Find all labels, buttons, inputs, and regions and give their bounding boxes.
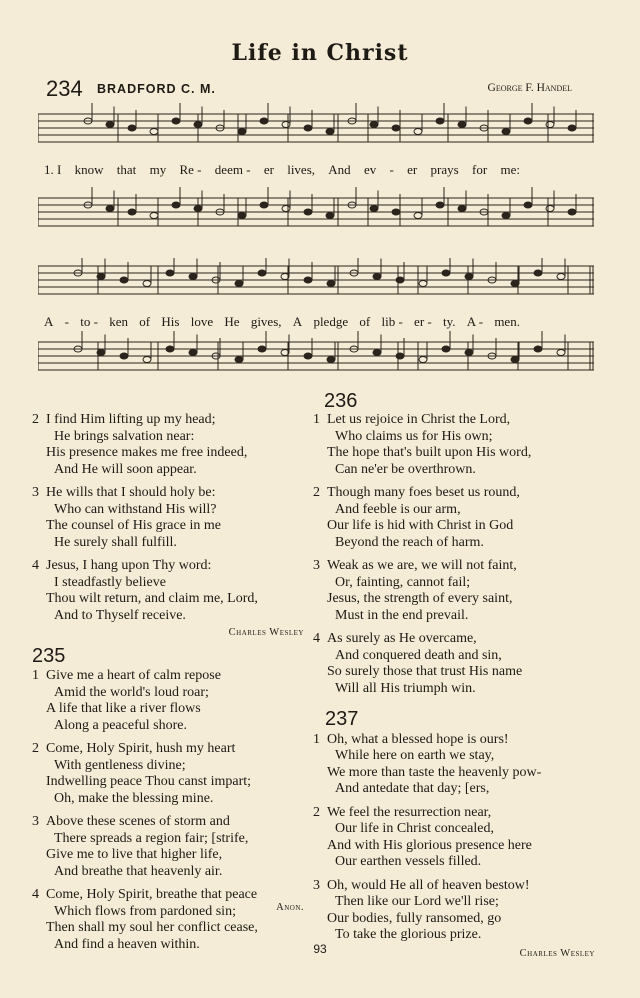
verse-text: Jesus, the strength of every saint, — [327, 591, 513, 606]
verse-text: And conquered death and sin, — [335, 647, 502, 663]
hymn-number-235: 235 — [32, 644, 66, 667]
verse-text: Indwelling peace Thou canst impart; — [46, 774, 252, 789]
lyric-syllable: - — [389, 162, 394, 177]
verse-text: There spreads a region fair; [strife, — [54, 830, 249, 846]
verse-number: 4 — [313, 631, 320, 646]
lyric-syllable: er — [407, 162, 418, 177]
verse-number: 1 — [313, 731, 320, 747]
verse-text: Will all His triumph win. — [335, 680, 476, 696]
verse-line — [32, 685, 304, 702]
verse-text: Must in the end prevail. — [335, 607, 469, 623]
notes — [74, 258, 565, 363]
lyric-syllable: His — [161, 314, 180, 329]
lyric-syllable: know — [74, 162, 104, 177]
verse-text: A life that like a river flows — [46, 701, 201, 716]
verse-line — [313, 765, 595, 782]
verse-text: Our life in Christ concealed, — [335, 821, 495, 836]
verse-text: Oh, would He all of heaven bestow! — [327, 877, 530, 893]
verse-text: And find a heaven within. — [54, 936, 200, 952]
verse-text: While here on earth we stay, — [335, 748, 495, 763]
verse-text: He surely shall fulfill. — [54, 534, 177, 550]
verse-line — [32, 502, 304, 519]
author-237: Charles Wesley — [519, 947, 595, 959]
verse-line — [32, 445, 304, 462]
verse-line — [32, 412, 304, 429]
verse-text: And with His glorious presence here — [327, 837, 532, 853]
verse-line — [313, 805, 595, 822]
verse-line — [32, 774, 304, 791]
verse-line — [32, 558, 304, 575]
verse-text: Give me to live that higher life, — [46, 847, 223, 862]
right-column — [313, 412, 595, 962]
verse-line — [313, 608, 595, 625]
hymn-number-237: 237 — [325, 708, 359, 730]
verse-text: Above these scenes of storm and — [46, 814, 230, 829]
verse-number: 3 — [313, 558, 320, 573]
verse-text: And breathe that heavenly air. — [54, 863, 223, 879]
hymn-237-verses — [313, 732, 595, 944]
notes — [84, 103, 576, 219]
verse-text: To take the glorious prize. — [335, 927, 482, 942]
verse-text: We more than taste the heavenly pow- — [327, 764, 542, 780]
verse-line — [32, 575, 304, 592]
verse-number: 2 — [313, 485, 320, 500]
verse-number: 3 — [32, 814, 39, 829]
page-number: 93 — [313, 942, 327, 956]
verse-line — [32, 535, 304, 552]
lyric-syllable: prays — [430, 162, 459, 177]
verse-line — [313, 748, 595, 765]
verse-text: Can ne'er be overthrown. — [335, 461, 476, 477]
lyrics-line-2 — [0, 314, 556, 330]
verse-text: Jesus, I hang upon Thy word: — [46, 558, 212, 573]
verse-line — [313, 894, 595, 911]
verse-text: Thou wilt return, and claim me, Lord, — [46, 591, 258, 606]
verse-line — [313, 664, 595, 681]
verse-text: Which flows from pardoned sin; — [54, 903, 236, 919]
verse-line — [313, 878, 595, 895]
verse-line — [313, 445, 595, 462]
verse-line — [313, 429, 595, 446]
verse-number: 3 — [32, 485, 39, 500]
verse-line — [32, 864, 304, 881]
lyric-syllable: er - — [414, 314, 432, 329]
verse-line — [32, 701, 304, 718]
author-235: Anon. — [276, 902, 304, 913]
verse-line — [32, 591, 304, 608]
verse-line — [313, 535, 595, 552]
verse-line — [32, 485, 304, 502]
treble-staff — [38, 114, 594, 142]
verse-line — [313, 821, 595, 838]
lyric-syllable: And — [328, 162, 351, 177]
verse-line — [313, 648, 595, 665]
verse-text: Oh, what a blessed hope is ours! — [327, 731, 509, 747]
verse-line — [32, 429, 304, 446]
verse-text: Our earthen vessels filled. — [335, 854, 482, 869]
hymn-234-verses — [32, 412, 304, 624]
verse-line — [32, 847, 304, 864]
verse-text: He brings salvation near: — [54, 428, 195, 444]
lyric-syllable: love — [190, 314, 214, 329]
hymn-236-verses — [313, 412, 595, 697]
lyric-syllable: er — [263, 162, 274, 177]
verse-text: We feel the resurrection near, — [327, 804, 492, 820]
lyric-syllable: Re - — [179, 162, 202, 177]
verse-number: 3 — [313, 877, 320, 893]
verse-number: 4 — [32, 558, 39, 573]
verse-line — [313, 854, 595, 871]
verse-text: Our bodies, fully ransomed, go — [327, 910, 502, 926]
verse-text: Come, Holy Spirit, hush my heart — [46, 741, 236, 756]
verse-line — [313, 518, 595, 535]
lyric-syllable: that — [116, 162, 137, 177]
left-column — [32, 412, 304, 953]
verse-text: And He will soon appear. — [54, 461, 197, 477]
verse-text: Along a peaceful shore. — [54, 717, 187, 733]
verse-line — [313, 502, 595, 519]
lyric-syllable: ty. — [443, 314, 456, 329]
lyrics-line-1 — [0, 162, 556, 178]
lyric-syllable: gives, — [250, 314, 282, 329]
verse-text: His presence makes me free indeed, — [46, 445, 248, 460]
lyric-syllable: He — [224, 314, 240, 329]
verse-line — [32, 462, 304, 479]
verse-text: He wills that I should holy be: — [46, 485, 216, 500]
page-title: Life in Christ — [231, 40, 409, 66]
verse-text: Then shall my soul her conflict cease, — [46, 920, 258, 935]
lyric-syllable: ken — [109, 314, 129, 329]
verse-text: The counsel of His grace in me — [46, 518, 221, 533]
verse-text: I steadfastly believe — [54, 574, 166, 590]
verse-line — [32, 814, 304, 831]
verse-line — [313, 462, 595, 479]
verse-line — [32, 920, 304, 937]
lyric-syllable: pledge — [313, 314, 349, 329]
verse-line — [313, 781, 595, 798]
lyric-syllable: A — [44, 314, 54, 329]
lyric-syllable: lives, — [287, 162, 316, 177]
verse-text: Give me a heart of calm repose — [46, 668, 221, 683]
verse-text: As surely as He overcame, — [327, 631, 477, 646]
verse-text: The hope that's built upon His word, — [327, 445, 532, 460]
verse-line — [32, 831, 304, 848]
verse-line — [313, 412, 595, 429]
verse-line — [32, 791, 304, 808]
verse-text: I find Him lifting up my head; — [46, 412, 216, 427]
lyric-syllable: 1. I — [44, 162, 62, 177]
lyric-syllable: men. — [494, 314, 520, 329]
verse-text: And to Thyself receive. — [54, 607, 186, 623]
verse-text: Amid the world's loud roar; — [54, 684, 209, 700]
hymn-number-234: 234 — [46, 76, 83, 101]
composer: George F. Handel — [487, 82, 572, 94]
tune-name: BRADFORD C. M. — [97, 82, 216, 96]
verse-text: With gentleness divine; — [54, 757, 186, 773]
verse-text: Let us rejoice in Christ the Lord, — [327, 412, 511, 427]
hymn-number-236: 236 — [324, 390, 358, 412]
bass-staff — [38, 198, 594, 226]
verse-text: Then like our Lord we'll rise; — [335, 894, 499, 909]
lyric-syllable: ev — [363, 162, 377, 177]
lyric-syllable: my — [149, 162, 167, 177]
lyric-syllable: A - — [466, 314, 484, 329]
verse-number: 1 — [32, 668, 39, 683]
verse-number: 2 — [313, 804, 320, 820]
verse-text: Come, Holy Spirit, breathe that peace — [46, 887, 258, 902]
lyric-syllable: deem - — [214, 162, 251, 177]
verse-line — [313, 838, 595, 855]
verse-text: Who claims us for His own; — [335, 428, 493, 444]
verse-text: Though many foes beset us round, — [327, 485, 520, 500]
verse-text: Oh, make the blessing mine. — [54, 790, 214, 806]
verse-line — [313, 681, 595, 698]
verse-number: 1 — [313, 412, 320, 427]
verse-text: Weak as we are, we will not faint, — [327, 558, 517, 573]
verse-line — [32, 741, 304, 758]
verse-line — [32, 668, 304, 685]
verse-line — [313, 732, 595, 749]
verse-text: Our life is hid with Christ in God — [327, 518, 514, 533]
verse-line — [32, 608, 304, 625]
author-234: Charles Wesley — [228, 627, 304, 638]
verse-text: Beyond the reach of harm. — [335, 534, 484, 550]
verse-text: And feeble is our arm, — [335, 501, 461, 517]
lyric-syllable: for — [472, 162, 488, 177]
verse-number: 4 — [32, 887, 39, 902]
lyric-syllable: lib - — [381, 314, 403, 329]
verse-line — [313, 631, 595, 648]
lyric-syllable: of — [359, 314, 371, 329]
verse-line — [313, 575, 595, 592]
lyric-syllable: me: — [500, 162, 520, 177]
verse-text: Or, fainting, cannot fail; — [335, 574, 471, 590]
verse-number: 2 — [32, 412, 39, 427]
verse-line — [313, 558, 595, 575]
verse-text: And antedate that day; [ers, — [335, 781, 490, 796]
verse-line — [313, 591, 595, 608]
verse-line — [32, 518, 304, 535]
verse-number: 2 — [32, 741, 39, 756]
verse-line — [313, 485, 595, 502]
lyric-syllable: - — [64, 314, 69, 329]
verse-text: So surely those that trust His name — [327, 664, 523, 679]
lyric-syllable: of — [139, 314, 151, 329]
lyric-syllable: to - — [80, 314, 98, 329]
verse-line — [313, 911, 595, 928]
verse-text: Who can withstand His will? — [54, 501, 217, 517]
lyric-syllable: A — [292, 314, 303, 329]
verse-line — [32, 718, 304, 735]
verse-line — [32, 758, 304, 775]
